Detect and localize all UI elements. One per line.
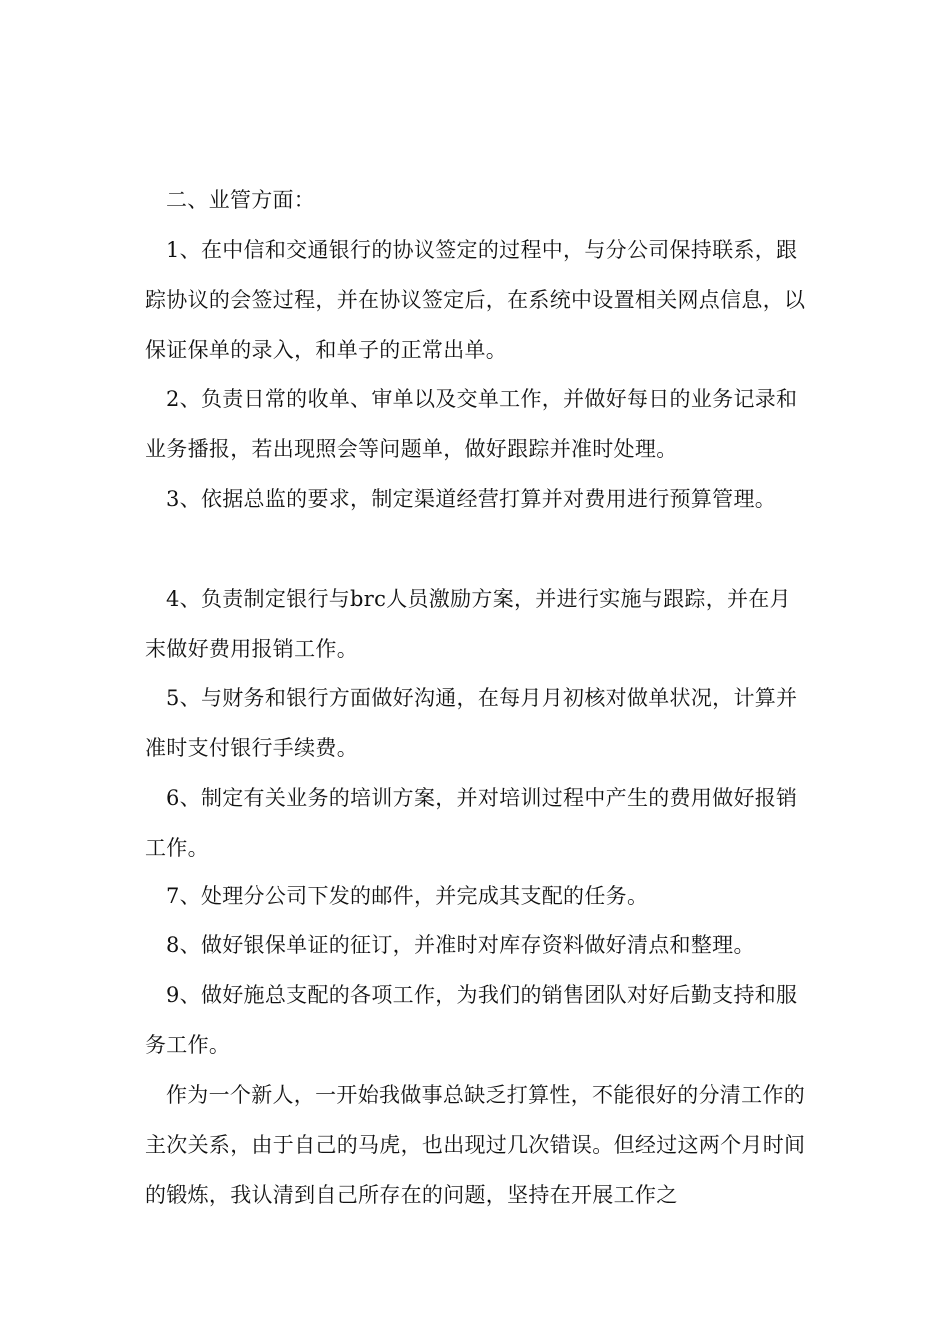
section-heading: 二、业管方面： — [166, 188, 316, 212]
list-item-2: 2、负责日常的收单、审单以及交单工作，并做好每日的业务记录和业务播报，若出现照会等问题单，做好跟踪并准时处理。 — [145, 387, 798, 461]
list-item-8: 8、做好银保单证的征订，并准时对库存资料做好清点和整理。 — [166, 933, 755, 957]
list-item-4: 4、负责制定银行与brc人员激励方案，并进行实施与跟踪，并在月末做好费用报销工作。 — [145, 587, 791, 661]
list-item-5: 5、与财务和银行方面做好沟通，在每月月初核对做单状况，计算并准时支付银行手续费。 — [145, 686, 798, 760]
list-item-1: 1、在中信和交通银行的协议签定的过程中，与分公司保持联系，跟踪协议的会签过程，并在协议签定后，在系统中设置相关网点信息，以保证保单的录入，和单子的正常出单。 — [145, 238, 806, 362]
list-item-7: 7、处理分公司下发的邮件，并完成其支配的任务。 — [166, 884, 649, 908]
list-item-6: 6、制定有关业务的培训方案，并对培训过程中产生的费用做好报销工作。 — [145, 786, 798, 860]
list-item-9: 9、做好施总支配的各项工作，为我们的销售团队对好后勤支持和服务工作。 — [145, 983, 798, 1057]
list-item-3: 3、依据总监的要求，制定渠道经营打算并对费用进行预算管理。 — [166, 487, 777, 511]
closing-paragraph: 作为一个新人，一开始我做事总缺乏打算性，不能很好的分清工作的主次关系，由于自己的马虎，也出现过几次错误。但经过这两个月时间的锻炼，我认清到自己所存在的问题，坚持在开展工作之 — [145, 1083, 806, 1207]
